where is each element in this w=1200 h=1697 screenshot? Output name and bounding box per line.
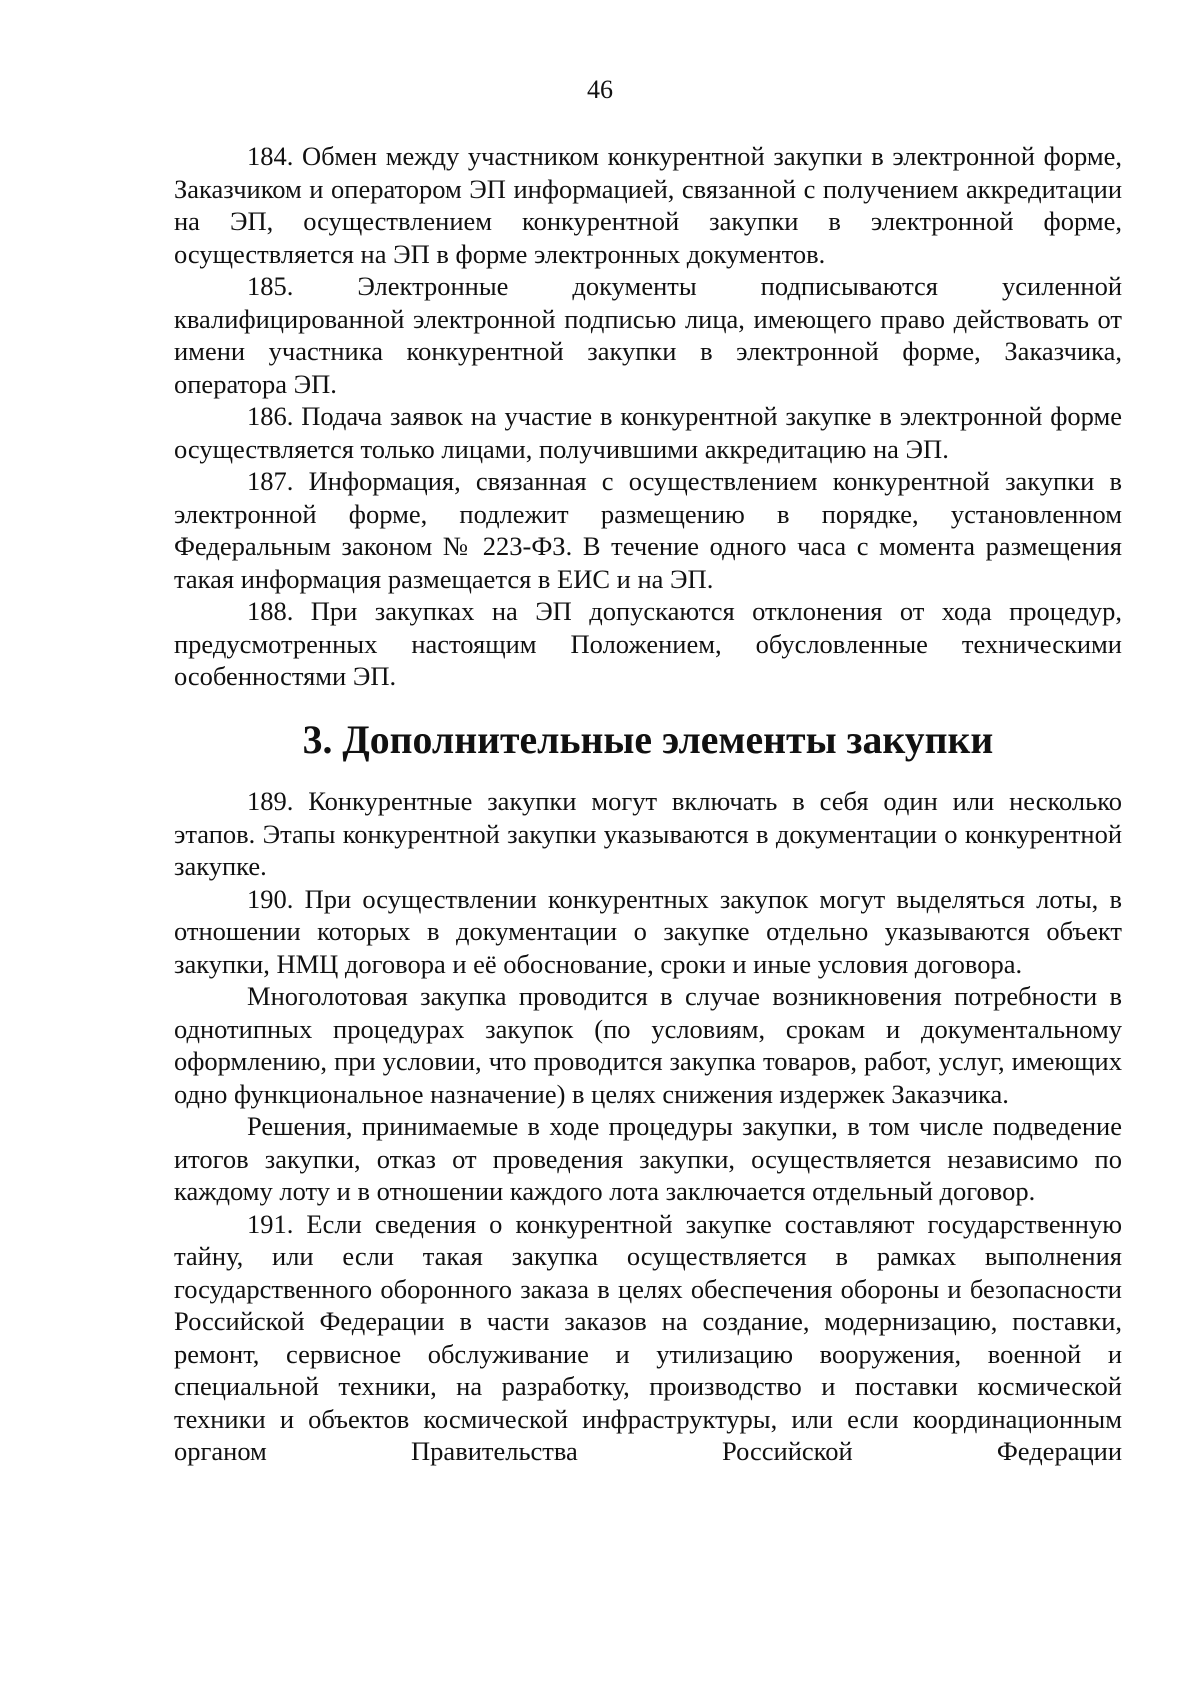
section-heading: 3. Дополнительные элементы закупки bbox=[302, 717, 994, 762]
paragraph-text: При закупках на ЭП допускаются отклонения от хода процедур, предусмотренных настоящим Положением, обусловленные техническими особенностями ЭП. bbox=[174, 596, 1123, 691]
document-body bbox=[174, 140, 1122, 1468]
section-procurement-electronic bbox=[174, 140, 1122, 693]
paragraph-186 bbox=[174, 400, 1122, 465]
paragraph-multilot bbox=[174, 980, 1122, 1110]
paragraph-number: 189. bbox=[247, 786, 294, 816]
paragraph-185 bbox=[174, 270, 1122, 400]
paragraph-number: 184. bbox=[247, 141, 294, 171]
paragraph-text: Подача заявок на участие в конкурентной закупке в электронной форме осуществляется только лицами, получившими аккредитацию на ЭП. bbox=[174, 401, 1123, 464]
paragraph-text: При осуществлении конкурентных закупок могут выделяться лоты, в отношении которых в документации о закупке отдельно указываются объект закупки, НМЦ договора и её обоснование, сроки и иные условия договора. bbox=[174, 883, 1123, 979]
paragraph-number: 187. bbox=[247, 466, 294, 496]
paragraph-number: 191. bbox=[247, 1208, 294, 1239]
paragraph-text: Решения, принимаемые в ходе процедуры закупки, в том числе подведение итогов закупки, отказ от проведения закупки, осуществляется независимо по каждому лоту и в отношении каждого лота заключается отдельный договор. bbox=[174, 1111, 1122, 1206]
paragraph-187 bbox=[174, 465, 1122, 595]
paragraph-text: Конкурентные закупки могут включать в себя один или несколько этапов. Этапы конкурентной закупки указываются в документации о конкурентной закупке. bbox=[174, 786, 1122, 881]
paragraph-190 bbox=[174, 883, 1122, 981]
paragraph-text: Многолотовая закупка проводится в случае возникновения потребности в однотипных процедурах закупок (по условиям, срокам и документальному оформлению, при условии, что проводится закупка товаров, работ, услуг, имеющих одно функциональное назначение) в целях снижения издержек Заказчика. bbox=[174, 981, 1122, 1109]
paragraph-number: 188. bbox=[247, 596, 294, 626]
page-number: 46 bbox=[587, 75, 613, 104]
paragraph-decisions bbox=[174, 1110, 1122, 1208]
paragraph-189 bbox=[174, 785, 1122, 883]
paragraph-188 bbox=[174, 595, 1122, 693]
paragraph-text: Обмен между участником конкурентной закупки в электронной форме, Заказчиком и оператором ЭП информацией, связанной с получением аккредитации на ЭП, осуществлением конкурентной закупки в электронной форме, осуществляется на ЭП в форме электронных документов. bbox=[174, 141, 1123, 269]
paragraph-number: 190. bbox=[247, 883, 294, 914]
paragraph-text: Электронные документы подписываются усиленной квалифицированной электронной подписью лица, имеющего право действовать от имени участника конкурентной закупки в электронной форме, Заказчика, оператора ЭП. bbox=[174, 271, 1122, 399]
section-additional-elements bbox=[174, 785, 1122, 1468]
paragraph-191 bbox=[174, 1208, 1122, 1468]
paragraph-text: Информация, связанная с осуществлением конкурентной закупки в электронной форме, подлежит размещению в порядке, установленном Федеральным законом № 223-ФЗ. В течение одного часа с момента размещения такая информация размещается в ЕИС и на ЭП. bbox=[174, 466, 1123, 594]
paragraph-number: 186. bbox=[247, 401, 294, 431]
paragraph-number: 185. bbox=[247, 271, 294, 301]
paragraph-text: Если сведения о конкурентной закупке составляют государственную тайну, или если такая закупка осуществляется в рамках выполнения государственного оборонного заказа в целях обеспечения обороны и безопасности Российской Федерации в части заказов на создание, модернизацию, поставки, ремонт, сервисное обслуживание и утилизацию вооружения, военной и специальной техники, на разработку, производство и поставки космической техники и объектов космической инфраструктуры, или если координационным органом Правительства Российской Федерации bbox=[174, 1208, 1123, 1466]
paragraph-184 bbox=[174, 140, 1122, 270]
